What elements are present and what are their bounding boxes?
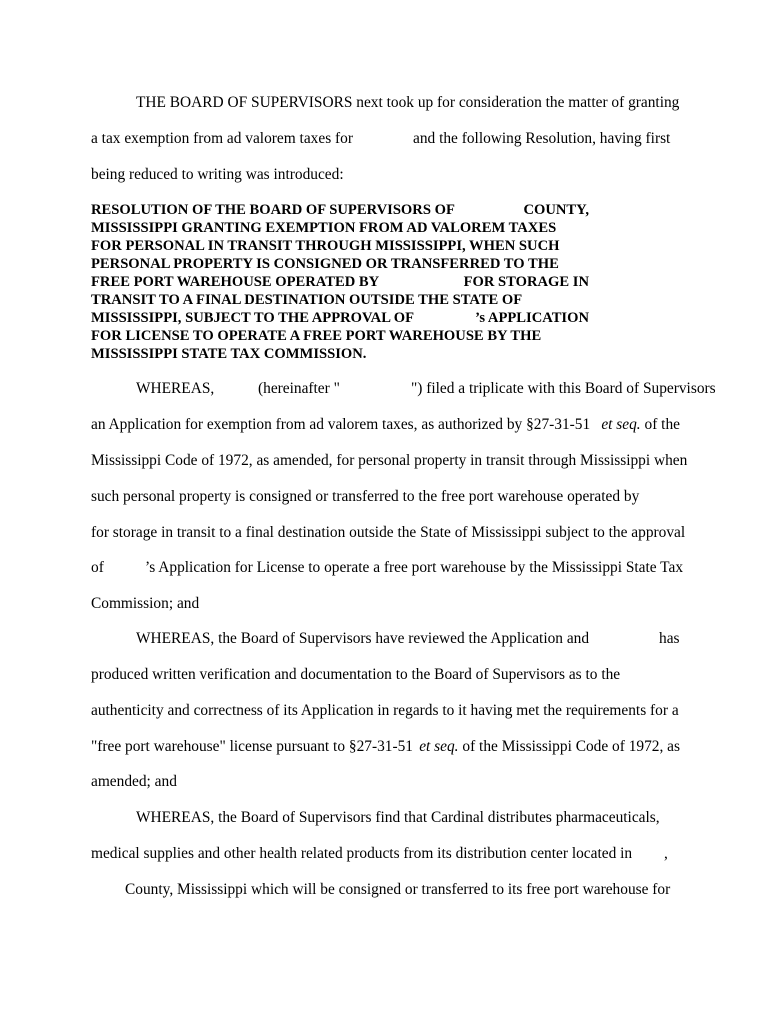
whereas-1-line-4: such personal property is consigned or transferred to the free port warehouse operated by: [91, 488, 640, 505]
resolution-title-line-8: FOR LICENSE TO OPERATE A FREE PORT WAREHOUSE BY THE: [91, 328, 542, 344]
intro-line-2b: and the following Resolution, having first: [413, 130, 671, 147]
whereas-1-line-6b: ’s Application for License to operate a free port warehouse by the Mississippi State Tax: [145, 559, 684, 576]
whereas-1-line-6a: of: [91, 559, 104, 576]
resolution-title-line-2: MISSISSIPPI GRANTING EXEMPTION FROM AD VALOREM TAXES: [91, 220, 557, 236]
whereas-3-line-3: County, Mississippi which will be consigned or transferred to its free port warehouse for: [125, 881, 671, 898]
resolution-title-line-6: TRANSIT TO A FINAL DESTINATION OUTSIDE THE STATE OF: [91, 292, 523, 308]
whereas-1-line-2: an Application for exemption from ad valorem taxes, as authorized by §27-31-51 et seq. of the: [91, 416, 680, 433]
whereas-2-line-1a: WHEREAS, the Board of Supervisors have reviewed the Application and: [136, 630, 590, 647]
whereas-2-line-5: amended; and: [91, 773, 177, 790]
whereas-2-line-2: produced written verification and documentation to the Board of Supervisors as to the: [91, 666, 621, 683]
whereas-3-line-2b: ,: [664, 845, 668, 862]
whereas-3-line-2a: medical supplies and other health related products from its distribution center located in: [91, 845, 633, 862]
whereas-1-line-7: Commission; and: [91, 595, 200, 612]
intro-line-2a: a tax exemption from ad valorem taxes for: [91, 130, 353, 147]
whereas-1-line-1b: (hereinafter ": [258, 380, 340, 397]
whereas-2-line-3: authenticity and correctness of its Application in regards to it having met the requirements for a: [91, 702, 679, 719]
resolution-title-line-1: RESOLUTION OF THE BOARD OF SUPERVISORS OF COUNTY,: [91, 202, 589, 218]
whereas-1-line-5: for storage in transit to a final destination outside the State of Mississippi subject to the approval: [91, 524, 686, 541]
resolution-title-line-7: MISSISSIPPI, SUBJECT TO THE APPROVAL OF ’s APPLICATION: [91, 310, 589, 326]
intro-line-1: THE BOARD OF SUPERVISORS next took up for consideration the matter of granting: [136, 94, 680, 111]
whereas-2-line-1b: has: [659, 630, 680, 647]
whereas-1-line-1a: WHEREAS,: [136, 380, 215, 397]
resolution-title-line-5: FREE PORT WAREHOUSE OPERATED BY FOR STORAGE IN: [91, 274, 589, 290]
whereas-1-line-3: Mississippi Code of 1972, as amended, for personal property in transit through Mississippi when: [91, 452, 688, 469]
resolution-title-line-4: PERSONAL PROPERTY IS CONSIGNED OR TRANSFERRED TO THE: [91, 256, 559, 272]
intro-line-3: being reduced to writing was introduced:: [91, 166, 344, 183]
resolution-title-line-9: MISSISSIPPI STATE TAX COMMISSION.: [91, 346, 367, 362]
whereas-1-line-1c: ") filed a triplicate with this Board of Supervisors: [411, 380, 716, 397]
whereas-2-line-4: "free port warehouse" license pursuant to §27-31-51 et seq. of the Mississippi Code of 1972, as: [91, 738, 680, 755]
resolution-title-line-3: FOR PERSONAL IN TRANSIT THROUGH MISSISSIPPI, WHEN SUCH: [91, 238, 560, 254]
whereas-3-line-1: WHEREAS, the Board of Supervisors find that Cardinal distributes pharmaceuticals,: [136, 809, 660, 826]
